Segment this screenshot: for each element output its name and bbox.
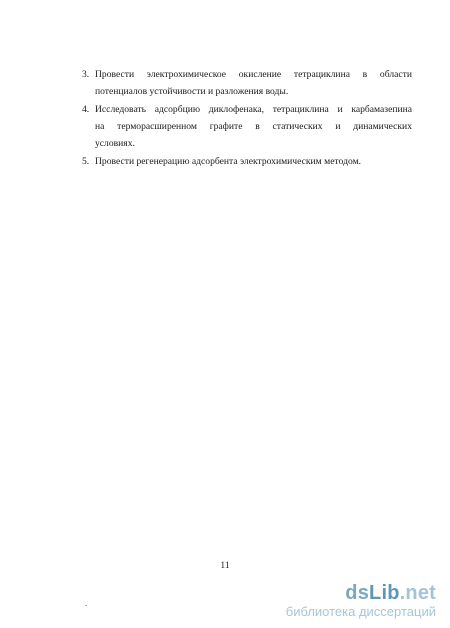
objectives-list xyxy=(82,66,412,171)
item-number: 4. xyxy=(82,104,90,115)
item-text-line: условиях. xyxy=(95,138,135,149)
list-item xyxy=(82,101,412,152)
watermark-logo-ds: ds xyxy=(345,582,370,604)
watermark-subtitle: библиотека диссертаций xyxy=(285,604,436,619)
item-text-line: на терморасширенном графите в статических и динамических xyxy=(95,121,412,132)
item-number: 5. xyxy=(82,156,90,167)
watermark-logo-net: .net xyxy=(399,582,436,604)
item-text-line: потенциалов устойчивости и разложения воды. xyxy=(95,86,289,97)
page-number: 11 xyxy=(220,561,230,571)
item-text-line: Исследовать адсорбцию диклофенака, тетрациклина и карбамазепина xyxy=(95,104,412,115)
list-item xyxy=(82,66,412,100)
watermark-logo xyxy=(286,583,436,603)
item-text-line: Провести регенерацию адсорбента электрохимическим методом. xyxy=(95,156,362,167)
item-number: 3. xyxy=(82,69,90,80)
watermark xyxy=(286,583,436,620)
stray-mark: . xyxy=(85,598,88,608)
item-text-line: Провести электрохимическое окисление тетрациклина в области xyxy=(95,69,412,80)
watermark-logo-lib: Lib xyxy=(369,582,400,604)
list-item xyxy=(82,153,412,170)
